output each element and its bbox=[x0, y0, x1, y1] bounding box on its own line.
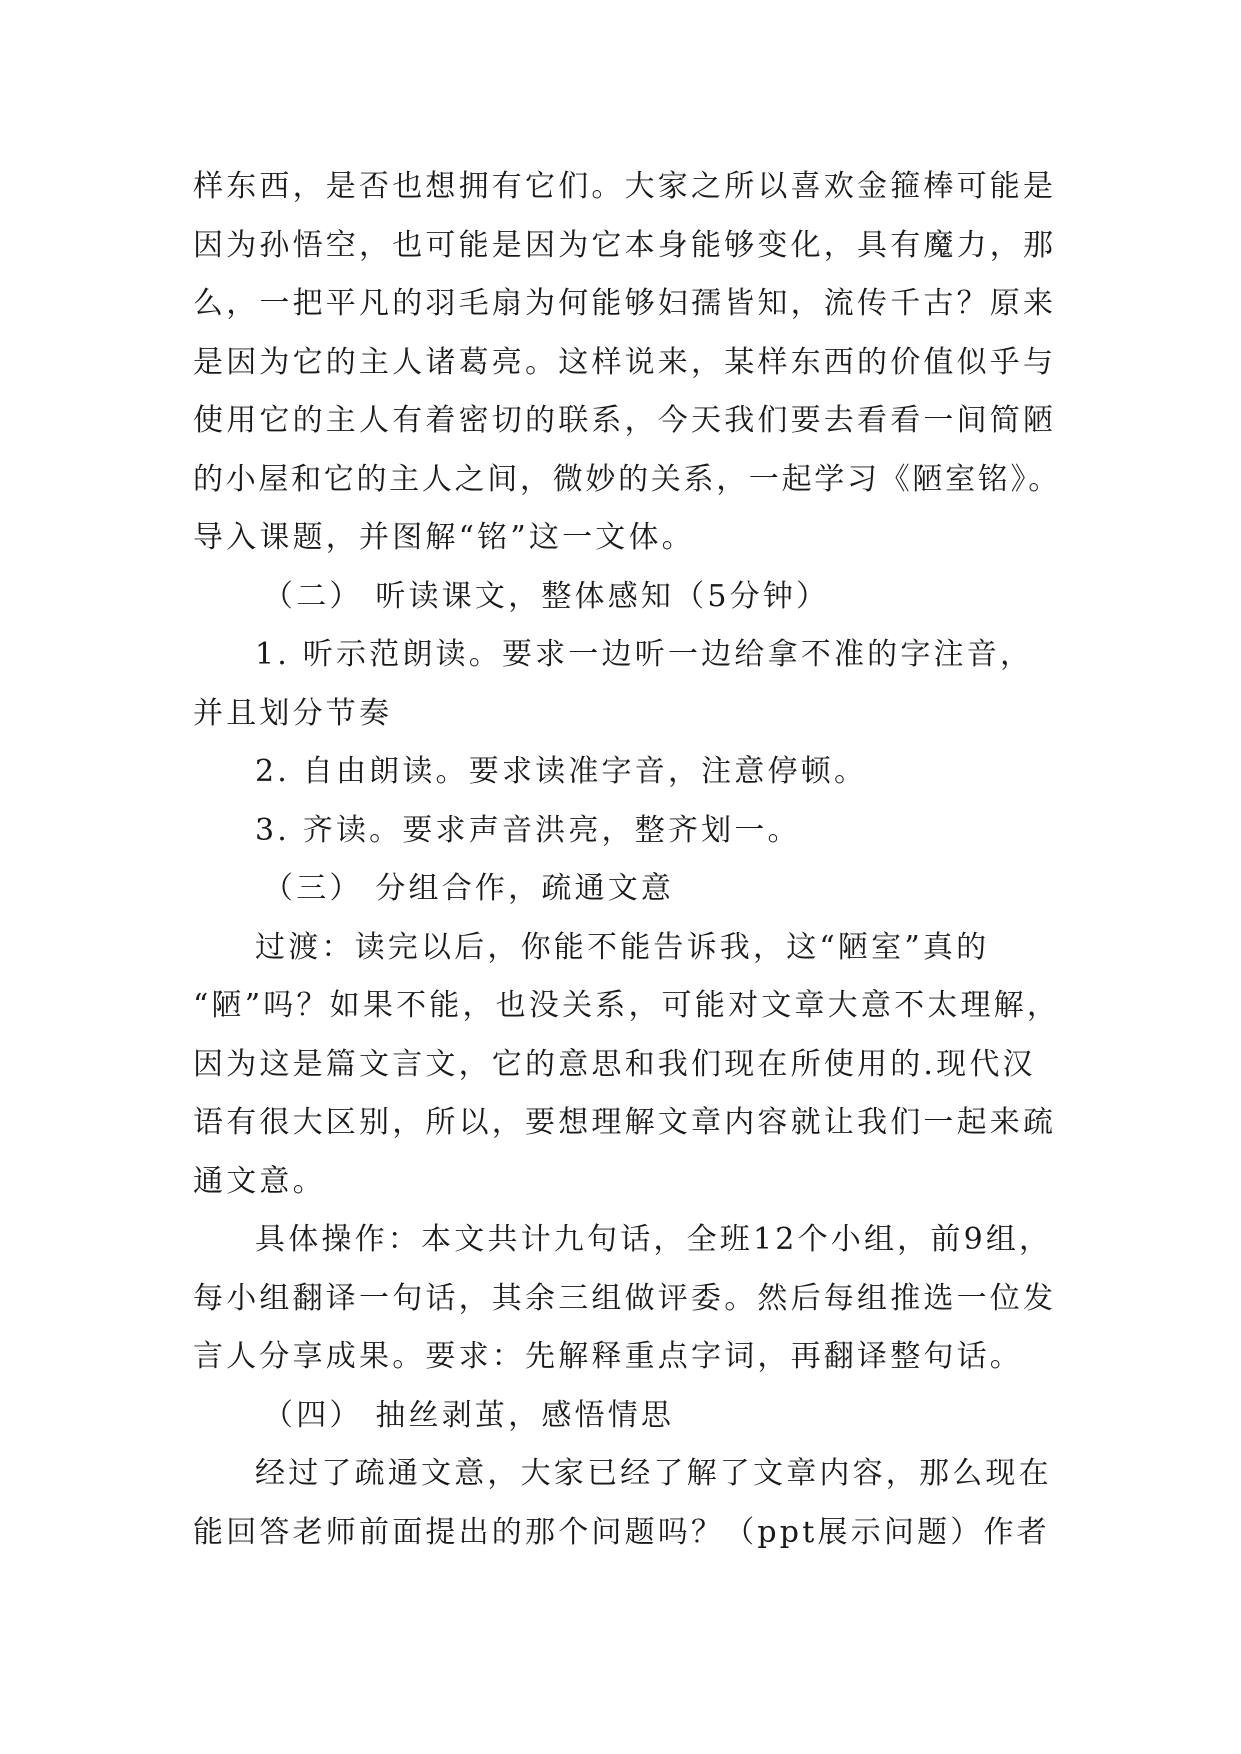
text-line: 并且划分节奏 bbox=[193, 695, 393, 731]
text-line: 言人分享成果。要求：先解释重点字词，再翻译整句话。 bbox=[193, 1339, 1023, 1374]
text-line: 是因为它的主人诸葛亮。这样说来，某样东西的价值似乎与 bbox=[193, 344, 1057, 380]
section-heading: （三） 分组合作，疏通文意 bbox=[263, 871, 675, 906]
text-line: 样东西，是否也想拥有它们。大家之所以喜欢金箍棒可能是 bbox=[193, 169, 1057, 204]
section-heading: （二） 听读课文，整体感知（5分钟） bbox=[263, 578, 830, 614]
text-line: 3. 齐读。要求声音洪亮，整齐划一。 bbox=[255, 812, 801, 848]
text-line: 么，一把平凡的羽毛扇为何能够妇孺皆知，流传千古？原来 bbox=[193, 286, 1057, 321]
text-line: “陋”吗？如果不能，也没关系，可能对文章大意不太理解， bbox=[193, 988, 1061, 1023]
text-line: 每小组翻译一句话，其余三组做评委。然后每组推选一位发 bbox=[193, 1280, 1057, 1316]
text-line: 使用它的主人有着密切的联系，今天我们要去看看一间简陋 bbox=[193, 403, 1057, 438]
text-line: 因为孙悟空，也可能是因为它本身能够变化，具有魔力，那 bbox=[193, 227, 1057, 263]
text-line: 经过了疏通文意，大家已经了解了文章内容，那么现在 bbox=[255, 1456, 1052, 1491]
text-line: 通文意。 bbox=[193, 1163, 326, 1199]
text-line: 导入课题，并图解“铭”这一文体。 bbox=[193, 520, 695, 555]
text-line: 过渡：读完以后，你能不能告诉我，这“陋室”真的 bbox=[255, 929, 990, 965]
text-line: 语有很大区别，所以，要想理解文章内容就让我们一起来疏 bbox=[193, 1105, 1057, 1140]
text-line: 2. 自由朗读。要求读准字音，注意停顿。 bbox=[255, 754, 868, 789]
body-text bbox=[193, 158, 1073, 1562]
text-line: 1. 听示范朗读。要求一边听一边给拿不准的字注音， bbox=[255, 637, 1034, 672]
text-line: 的小屋和它的主人之间，微妙的关系，一起学习《陋室铭》。 bbox=[193, 461, 1061, 497]
section-heading: （四） 抽丝剥茧，感悟情思 bbox=[263, 1397, 675, 1433]
text-line: 能回答老师前面提出的那个问题吗？（ppt展示问题）作者 bbox=[193, 1514, 1050, 1550]
text-line: 具体操作：本文共计九句话，全班12个小组，前9组， bbox=[255, 1222, 1053, 1257]
text-line: 因为这是篇文言文，它的意思和我们现在所使用的.现代汉 bbox=[193, 1046, 1036, 1082]
